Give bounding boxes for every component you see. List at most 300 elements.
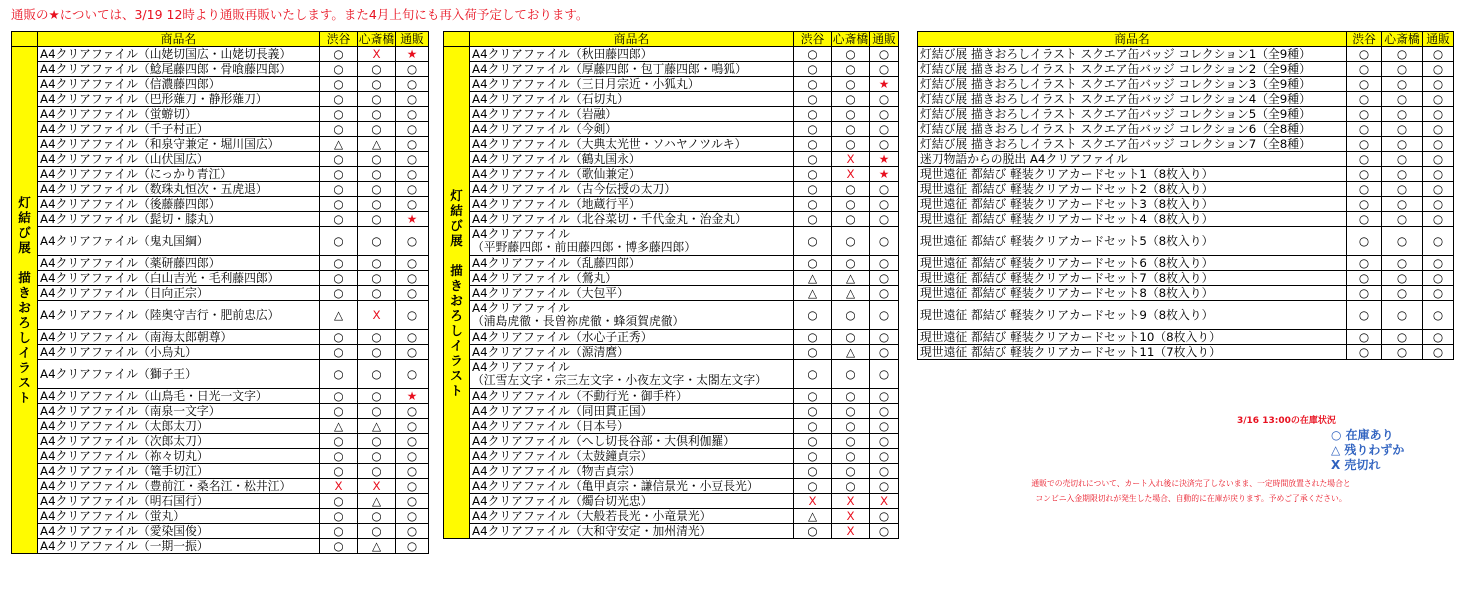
stock-tsuhan: [870, 419, 899, 434]
in-stock-mark: ○: [406, 523, 418, 538]
stock-shinsai: [832, 434, 870, 449]
stock-shinsai: [1382, 122, 1423, 137]
in-stock-mark: ○: [807, 136, 818, 151]
low-stock-mark: △: [845, 285, 856, 300]
table-header-row: [918, 32, 1454, 47]
in-stock-mark: ○: [1432, 344, 1444, 359]
product-name: [38, 271, 320, 286]
in-stock-mark: ○: [1358, 270, 1370, 285]
in-stock-mark: ○: [333, 463, 344, 478]
in-stock-mark: ○: [406, 76, 418, 91]
low-stock-mark: △: [845, 270, 856, 285]
stock-shibuya: [1347, 197, 1382, 212]
table-row: [918, 330, 1454, 345]
stock-shinsai: [358, 182, 396, 197]
table-row: [444, 286, 899, 301]
product-name: [470, 137, 794, 152]
in-stock-mark: ○: [1432, 76, 1444, 91]
in-stock-mark: ○: [333, 508, 344, 523]
product-name-text: 灯結び展 描きおろしイラスト スクエア缶バッジ コレクション2（全9種）: [920, 61, 1311, 76]
stock-tsuhan: [396, 509, 429, 524]
in-stock-mark: ○: [845, 433, 856, 448]
table-row: [12, 152, 429, 167]
in-stock-mark: ○: [1432, 270, 1444, 285]
stock-tsuhan: [396, 212, 429, 227]
in-stock-mark: ○: [371, 61, 382, 76]
in-stock-mark: ○: [807, 106, 818, 121]
stock-shibuya: [794, 419, 832, 434]
stock-tsuhan: [396, 92, 429, 107]
product-name-detail: （江雪左文字・宗三左文字・小夜左文字・太閤左文字）: [472, 373, 767, 387]
product-name: [918, 47, 1347, 62]
table-row: [12, 167, 429, 182]
in-stock-mark: ○: [1358, 344, 1370, 359]
product-name-text: 現世遠征 都結び 軽装クリアカードセット10（8枚入り）: [920, 329, 1221, 344]
stock-shinsai: [358, 330, 396, 345]
stock-tsuhan: [870, 286, 899, 301]
restock-star-icon: ★: [878, 76, 890, 91]
product-name-text: A4クリアファイル（鬼丸国綱）: [40, 233, 209, 248]
in-stock-mark: ○: [371, 255, 382, 270]
product-name: [470, 271, 794, 286]
product-name: [38, 479, 320, 494]
stock-shinsai: [832, 122, 870, 137]
in-stock-mark: ○: [878, 233, 890, 248]
in-stock-mark: ○: [1432, 196, 1444, 211]
in-stock-mark: ○: [371, 106, 382, 121]
in-stock-mark: ○: [878, 366, 890, 381]
table-row: [444, 62, 899, 77]
in-stock-mark: ○: [406, 478, 418, 493]
stock-tsuhan: [870, 212, 899, 227]
stock-tsuhan: [870, 256, 899, 271]
low-stock-mark: △: [807, 508, 818, 523]
stock-shibuya: [320, 494, 358, 509]
in-stock-mark: ○: [845, 366, 856, 381]
product-name: [470, 107, 794, 122]
stock-shibuya: [320, 464, 358, 479]
stock-shinsai: [832, 212, 870, 227]
in-stock-mark: ○: [371, 448, 382, 463]
table-row: [918, 62, 1454, 77]
in-stock-mark: ○: [406, 493, 418, 508]
low-stock-mark: △: [371, 493, 382, 508]
sold-out-mark: X: [372, 478, 381, 493]
in-stock-mark: ○: [371, 508, 382, 523]
stock-shibuya: [794, 256, 832, 271]
in-stock-mark: ○: [1358, 307, 1370, 322]
product-name-text: A4クリアファイル（数珠丸恒次・五虎退）: [40, 181, 268, 196]
product-name: [38, 434, 320, 449]
table-row: [12, 509, 429, 524]
in-stock-mark: ○: [878, 448, 890, 463]
product-name-text: A4クリアファイル（今剣）: [472, 121, 618, 136]
stock-shinsai: [1382, 256, 1423, 271]
in-stock-mark: ○: [371, 270, 382, 285]
in-stock-mark: ○: [371, 403, 382, 418]
in-stock-mark: ○: [1358, 136, 1370, 151]
stock-shinsai: [358, 389, 396, 404]
low-stock-mark: △: [845, 344, 856, 359]
stock-shinsai: [358, 524, 396, 539]
header-tsuhan: 通販: [870, 32, 899, 47]
product-name: [470, 464, 794, 479]
product-name: [38, 389, 320, 404]
product-name: [918, 256, 1347, 271]
sold-out-mark: X: [808, 493, 817, 508]
stock-shinsai: [1382, 92, 1423, 107]
stock-shinsai: [832, 77, 870, 92]
product-name-text: A4クリアファイル（亀甲貞宗・謙信景光・小豆長光）: [472, 478, 759, 493]
in-stock-mark: ○: [333, 106, 344, 121]
in-stock-mark: ○: [1396, 255, 1408, 270]
stock-shibuya: [794, 62, 832, 77]
product-name-text: A4クリアファイル（日向正宗）: [40, 285, 209, 300]
stock-tsuhan: [870, 77, 899, 92]
sold-out-mark: X: [879, 493, 889, 508]
product-name: [38, 152, 320, 167]
stock-tsuhan: [396, 286, 429, 301]
product-name-text: A4クリアファイル（山鳥毛・日光一文字）: [40, 388, 268, 403]
stock-shibuya: [1347, 62, 1382, 77]
in-stock-mark: ○: [406, 166, 418, 181]
in-stock-mark: ○: [333, 255, 344, 270]
sold-out-mark: X: [846, 166, 855, 181]
stock-shibuya: [1347, 256, 1382, 271]
in-stock-mark: ○: [371, 91, 382, 106]
stock-shibuya: [1347, 182, 1382, 197]
product-name: [918, 301, 1347, 330]
stock-shinsai: [358, 479, 396, 494]
stock-shibuya: [320, 77, 358, 92]
in-stock-mark: ○: [333, 211, 344, 226]
stock-shinsai: [832, 419, 870, 434]
product-name-text: A4クリアファイル（和泉守兼定・堀川国広）: [40, 136, 280, 151]
sold-out-mark: X: [846, 508, 855, 523]
table-row: [12, 92, 429, 107]
table-row: [12, 494, 429, 509]
stock-shinsai: [358, 92, 396, 107]
product-name-text: 現世遠征 都結び 軽装クリアカードセット3（8枚入り）: [920, 196, 1214, 211]
header-shibuya: 渋谷: [320, 32, 358, 47]
stock-tsuhan: [870, 271, 899, 286]
in-stock-mark: ○: [371, 121, 382, 136]
product-name-text: A4クリアファイル: [472, 227, 570, 241]
legend-list: [1331, 428, 1404, 473]
restock-star-icon: ★: [878, 151, 890, 166]
sold-out-mark: X: [372, 46, 381, 61]
side-header-cell: [444, 32, 470, 47]
product-name: [38, 92, 320, 107]
stock-shinsai: [832, 479, 870, 494]
product-name: [470, 152, 794, 167]
product-name-text: 現世遠征 都結び 軽装クリアカードセット4（8枚入り）: [920, 211, 1214, 226]
stock-shibuya: [794, 286, 832, 301]
product-name-text: 現世遠征 都結び 軽装クリアカードセット2（8枚入り）: [920, 181, 1214, 196]
in-stock-mark: ○: [371, 344, 382, 359]
in-stock-mark: ○: [406, 538, 418, 553]
table-row: [918, 122, 1454, 137]
stock-shibuya: [320, 360, 358, 389]
stock-tsuhan: [1423, 330, 1454, 345]
stock-shinsai: [832, 464, 870, 479]
stock-tsuhan: [1423, 182, 1454, 197]
in-stock-mark: ○: [845, 418, 856, 433]
stock-shinsai: [832, 62, 870, 77]
product-name-text: 現世遠征 都結び 軽装クリアカードセット6（8枚入り）: [920, 255, 1214, 270]
stock-tsuhan: [870, 301, 899, 330]
in-stock-mark: ○: [1396, 307, 1408, 322]
product-name: [470, 494, 794, 509]
product-name: [38, 464, 320, 479]
in-stock-mark: ○: [333, 166, 344, 181]
table-row: [444, 494, 899, 509]
stock-shibuya: [320, 449, 358, 464]
product-name-text: A4クリアファイル（乱藤四郎）: [472, 255, 641, 270]
in-stock-mark: ○: [878, 388, 890, 403]
in-stock-mark: ○: [878, 508, 890, 523]
in-stock-mark: ○: [878, 433, 890, 448]
in-stock-mark: ○: [845, 196, 856, 211]
stock-tsuhan: [870, 404, 899, 419]
in-stock-mark: ○: [1358, 166, 1370, 181]
stock-tsuhan: [396, 197, 429, 212]
table-row: [12, 286, 429, 301]
stock-tsuhan: [870, 389, 899, 404]
stock-shinsai: [1382, 137, 1423, 152]
in-stock-mark: ○: [333, 433, 344, 448]
product-name: [918, 271, 1347, 286]
stock-tsuhan: [396, 494, 429, 509]
product-name-text: 現世遠征 都結び 軽装クリアカードセット11（7枚入り）: [920, 344, 1221, 359]
low-stock-mark: △: [371, 136, 382, 151]
warning-line-2: コンビニ入金期限切れが発生した場合、自動的に在庫が戻ります。予めご了承ください。: [1035, 494, 1347, 503]
in-stock-mark: ○: [807, 448, 818, 463]
in-stock-mark: ○: [406, 329, 418, 344]
stock-tsuhan: [396, 167, 429, 182]
product-name: [918, 167, 1347, 182]
in-stock-mark: ○: [1358, 121, 1370, 136]
stock-shibuya: [320, 92, 358, 107]
in-stock-mark: ○: [333, 270, 344, 285]
stock-shibuya: [320, 404, 358, 419]
stock-shibuya: [320, 256, 358, 271]
product-name-text: A4クリアファイル（岩融）: [472, 106, 618, 121]
stock-shibuya: [794, 389, 832, 404]
product-name: [470, 524, 794, 539]
table-row: [12, 404, 429, 419]
stock-shinsai: [832, 301, 870, 330]
product-name-text: A4クリアファイル（大般若長光・小竜景光）: [472, 508, 712, 523]
stock-shinsai: [358, 167, 396, 182]
stock-shinsai: [1382, 286, 1423, 301]
stock-tsuhan: [1423, 286, 1454, 301]
in-stock-mark: ○: [333, 61, 344, 76]
in-stock-mark: ○: [406, 181, 418, 196]
table-row: [444, 479, 899, 494]
stock-shibuya: [794, 122, 832, 137]
product-name: [470, 77, 794, 92]
table-row: [12, 256, 429, 271]
stock-shinsai: [1382, 212, 1423, 227]
stock-shibuya: [794, 360, 832, 389]
product-name-text: A4クリアファイル（白山吉光・毛利藤四郎）: [40, 270, 280, 285]
stock-tsuhan: [1423, 212, 1454, 227]
product-name-text: A4クリアファイル（へし切長谷部・大倶利伽羅）: [472, 433, 736, 448]
stock-shibuya: [794, 301, 832, 330]
stock-shibuya: [794, 77, 832, 92]
in-stock-mark: ○: [1396, 233, 1408, 248]
stock-shibuya: [794, 212, 832, 227]
in-stock-mark: ○: [807, 91, 818, 106]
in-stock-mark: ○: [878, 523, 890, 538]
table-row: [444, 122, 899, 137]
in-stock-mark: ○: [333, 91, 344, 106]
product-name: [38, 107, 320, 122]
table-row: [444, 92, 899, 107]
stock-shibuya: [320, 330, 358, 345]
stock-shibuya: [320, 434, 358, 449]
product-name: [470, 212, 794, 227]
in-stock-mark: ○: [406, 418, 418, 433]
in-stock-mark: ○: [1396, 106, 1408, 121]
product-name-text: A4クリアファイル（三日月宗近・小狐丸）: [472, 76, 700, 91]
in-stock-mark: ○: [878, 211, 890, 226]
side-header-cell: [12, 32, 38, 47]
product-name-text: A4クリアファイル（不動行光・御手杵）: [472, 388, 688, 403]
in-stock-mark: ○: [406, 448, 418, 463]
in-stock-mark: ○: [807, 433, 818, 448]
stock-shinsai: [832, 137, 870, 152]
stock-shibuya: [1347, 271, 1382, 286]
table-row: [12, 360, 429, 389]
stock-tsuhan: [396, 539, 429, 554]
product-name: [470, 389, 794, 404]
table-row: [918, 47, 1454, 62]
stock-shinsai: [832, 494, 870, 509]
in-stock-mark: ○: [333, 448, 344, 463]
in-stock-mark: ○: [878, 285, 890, 300]
stock-tsuhan: [1423, 197, 1454, 212]
restock-star-icon: ★: [406, 46, 418, 61]
stock-shibuya: [320, 182, 358, 197]
stock-shibuya: [320, 197, 358, 212]
product-name: [470, 92, 794, 107]
stock-shibuya: [320, 345, 358, 360]
in-stock-mark: ○: [845, 255, 856, 270]
inventory-table-2: [443, 31, 899, 539]
product-name-text: A4クリアファイル（次郎太刀）: [40, 433, 209, 448]
low-stock-mark: △: [371, 538, 382, 553]
product-name-text: A4クリアファイル（南泉一文字）: [40, 403, 221, 418]
in-stock-mark: ○: [878, 61, 890, 76]
in-stock-mark: ○: [878, 403, 890, 418]
stock-shinsai: [358, 434, 396, 449]
stock-tsuhan: [396, 479, 429, 494]
stock-tsuhan: [396, 62, 429, 77]
header-name: 商品名: [918, 32, 1347, 47]
product-name: [470, 47, 794, 62]
product-name-text: A4クリアファイル（獅子王）: [40, 366, 197, 381]
in-stock-mark: ○: [878, 329, 890, 344]
in-stock-mark: ○: [1358, 329, 1370, 344]
table-row: [444, 271, 899, 286]
in-stock-mark: ○: [845, 46, 856, 61]
in-stock-mark: ○: [1432, 151, 1444, 166]
product-name-text: A4クリアファイル（祢々切丸）: [40, 448, 209, 463]
stock-shinsai: [358, 212, 396, 227]
in-stock-mark: ○: [1396, 151, 1408, 166]
stock-shibuya: [1347, 152, 1382, 167]
stock-shinsai: [358, 301, 396, 330]
stock-shibuya: [794, 524, 832, 539]
stock-shinsai: [832, 389, 870, 404]
product-name-text: 現世遠征 都結び 軽装クリアカードセット1（8枚入り）: [920, 166, 1214, 181]
table-row: [444, 107, 899, 122]
table-header-row: [12, 32, 429, 47]
in-stock-mark: ○: [333, 388, 344, 403]
product-name: [470, 449, 794, 464]
stock-shibuya: [320, 107, 358, 122]
in-stock-mark: ○: [1432, 329, 1444, 344]
side-label: [12, 47, 38, 554]
stock-tsuhan: [1423, 256, 1454, 271]
in-stock-mark: ○: [1432, 233, 1444, 248]
table-row: [12, 77, 429, 92]
stock-tsuhan: [870, 330, 899, 345]
in-stock-mark: ○: [1432, 166, 1444, 181]
product-name-detail: （浦島虎徹・長曽祢虎徹・蜂須賀虎徹）: [472, 314, 685, 328]
in-stock-mark: ○: [1432, 181, 1444, 196]
table-row: [12, 227, 429, 256]
stock-shinsai: [1382, 152, 1423, 167]
product-name-text: A4クリアファイル（陸奥守吉行・肥前忠広）: [40, 307, 280, 322]
in-stock-mark: ○: [1358, 106, 1370, 121]
in-stock-mark: ○: [878, 196, 890, 211]
header-shibuya: 渋谷: [794, 32, 832, 47]
product-name-text: A4クリアファイル（千子村正）: [40, 121, 209, 136]
product-name-text: A4クリアファイル（篭手切江）: [40, 463, 209, 478]
in-stock-mark: ○: [807, 344, 818, 359]
table-row: [12, 479, 429, 494]
in-stock-mark: ○: [371, 196, 382, 211]
product-name-text: A4クリアファイル（鯰尾藤四郎・骨喰藤四郎）: [40, 61, 292, 76]
product-name-text: A4クリアファイル（蛍蝣切）: [40, 106, 197, 121]
stock-tsuhan: [396, 227, 429, 256]
in-stock-mark: ○: [1432, 285, 1444, 300]
product-name: [470, 360, 794, 389]
table-row: [918, 182, 1454, 197]
product-name-text: A4クリアファイル（愛染国俊）: [40, 523, 209, 538]
product-name-text: 灯結び展 描きおろしイラスト スクエア缶バッジ コレクション3（全9種）: [920, 76, 1311, 91]
in-stock-mark: ○: [406, 403, 418, 418]
in-stock-mark: ○: [807, 196, 818, 211]
stock-shibuya: [794, 509, 832, 524]
table-row: [12, 464, 429, 479]
stock-shinsai: [1382, 77, 1423, 92]
in-stock-mark: ○: [1432, 106, 1444, 121]
product-name-text: A4クリアファイル（石切丸）: [472, 91, 629, 106]
product-name-text: A4クリアファイル（大包平）: [472, 285, 629, 300]
in-stock-mark: ○: [406, 61, 418, 76]
stock-shibuya: [794, 479, 832, 494]
in-stock-mark: ○: [1358, 91, 1370, 106]
product-name: [38, 137, 320, 152]
low-stock-mark: △: [333, 418, 344, 433]
table-row: [444, 419, 899, 434]
product-name-text: A4クリアファイル（太鼓鐘貞宗）: [472, 448, 653, 463]
stock-tsuhan: [1423, 167, 1454, 182]
